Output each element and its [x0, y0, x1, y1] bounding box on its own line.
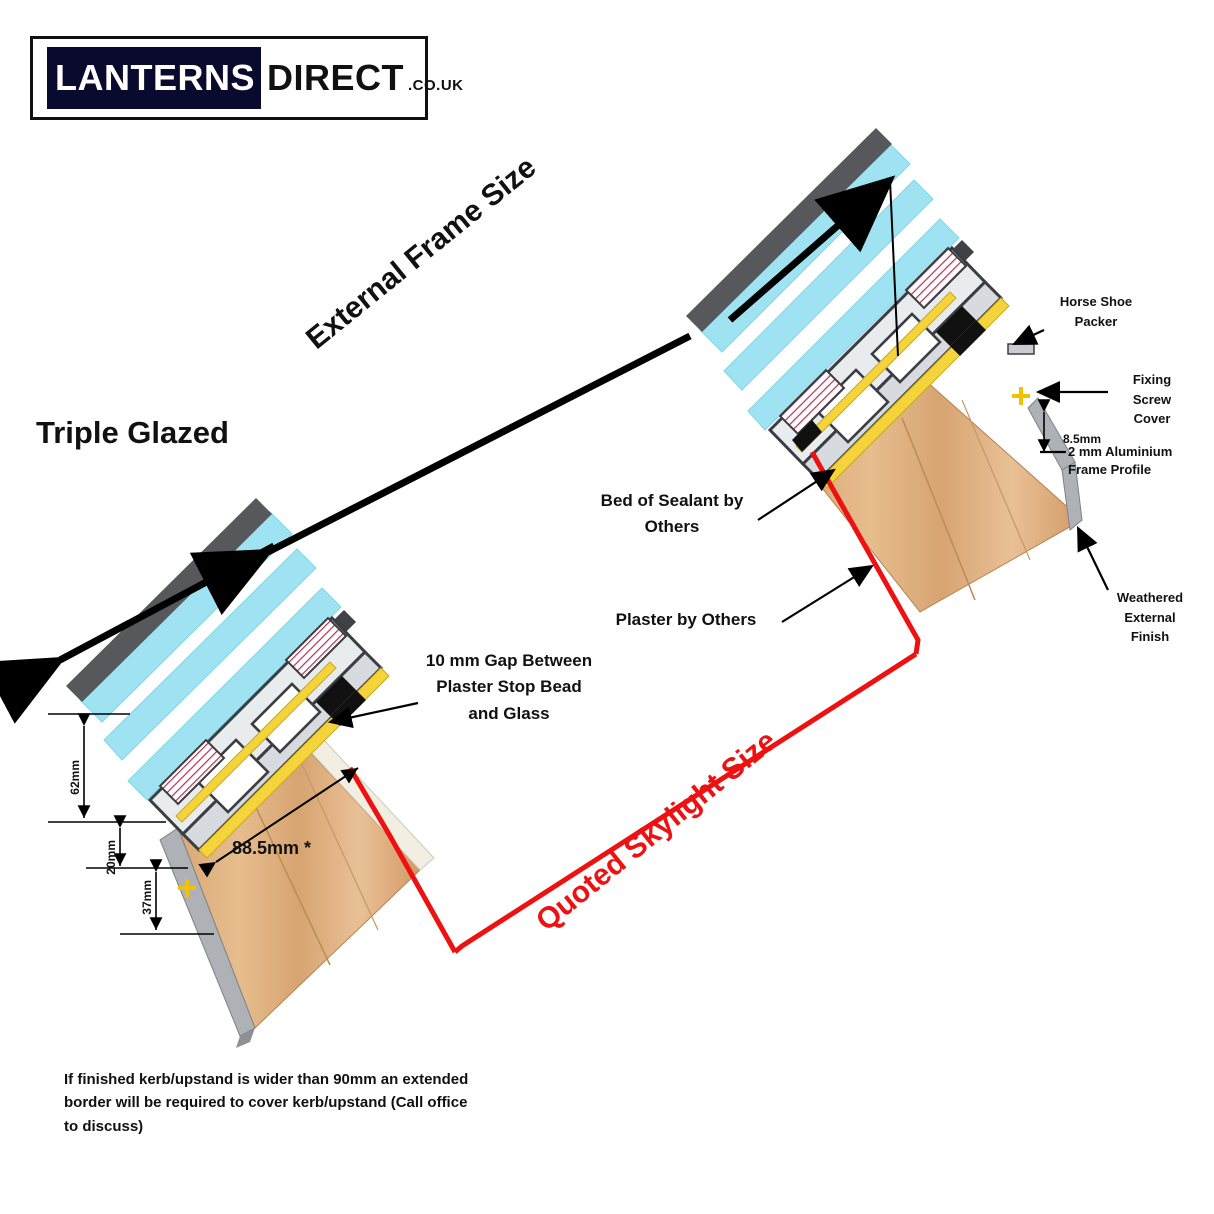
callout-plaster-by-others: Plaster by Others: [615, 610, 757, 629]
dimension-label-20mm: 20mm: [104, 840, 118, 875]
upper-section-assembly: [686, 128, 1082, 654]
lower-section-assembly: [66, 498, 916, 1048]
footnote-text: If finished kerb/upstand is wider than 90mm an extended border will be required to cover kerb/upstand (Call office to discuss): [64, 1071, 469, 1135]
callout-gap-note: 10 mm Gap Between Plaster Stop Bead and Glass: [425, 651, 593, 723]
logo-text-direct: DIRECT: [267, 57, 404, 98]
dimension-label-37mm: 37mm: [140, 880, 154, 915]
dimension-label-8-5mm: 8.5mm: [1063, 432, 1102, 446]
logo-text-lanterns: LANTERNS: [47, 47, 261, 109]
quoted-skylight-size-label: Quoted Skylight Size: [530, 724, 783, 938]
callout-fixing-screw-cover: Fixing Screw Cover: [1132, 372, 1172, 426]
dimension-label-88-5mm: 88.5mm *: [232, 838, 312, 858]
callout-aluminium-frame-profile: 2 mm Aluminium Frame Profile: [1068, 444, 1173, 477]
logo-text-couk: .CO.UK: [408, 77, 464, 94]
external-frame-size-label: External Frame Size: [300, 150, 543, 356]
callout-weathered-external-finish: Weathered External Finish: [1116, 590, 1184, 644]
dimension-label-62mm: 62mm: [68, 760, 82, 795]
callout-horse-shoe-packer: Horse Shoe Packer: [1059, 294, 1133, 329]
callout-bed-of-sealant: Bed of Sealant by Others: [600, 491, 744, 537]
page-title: Triple Glazed: [36, 415, 229, 450]
